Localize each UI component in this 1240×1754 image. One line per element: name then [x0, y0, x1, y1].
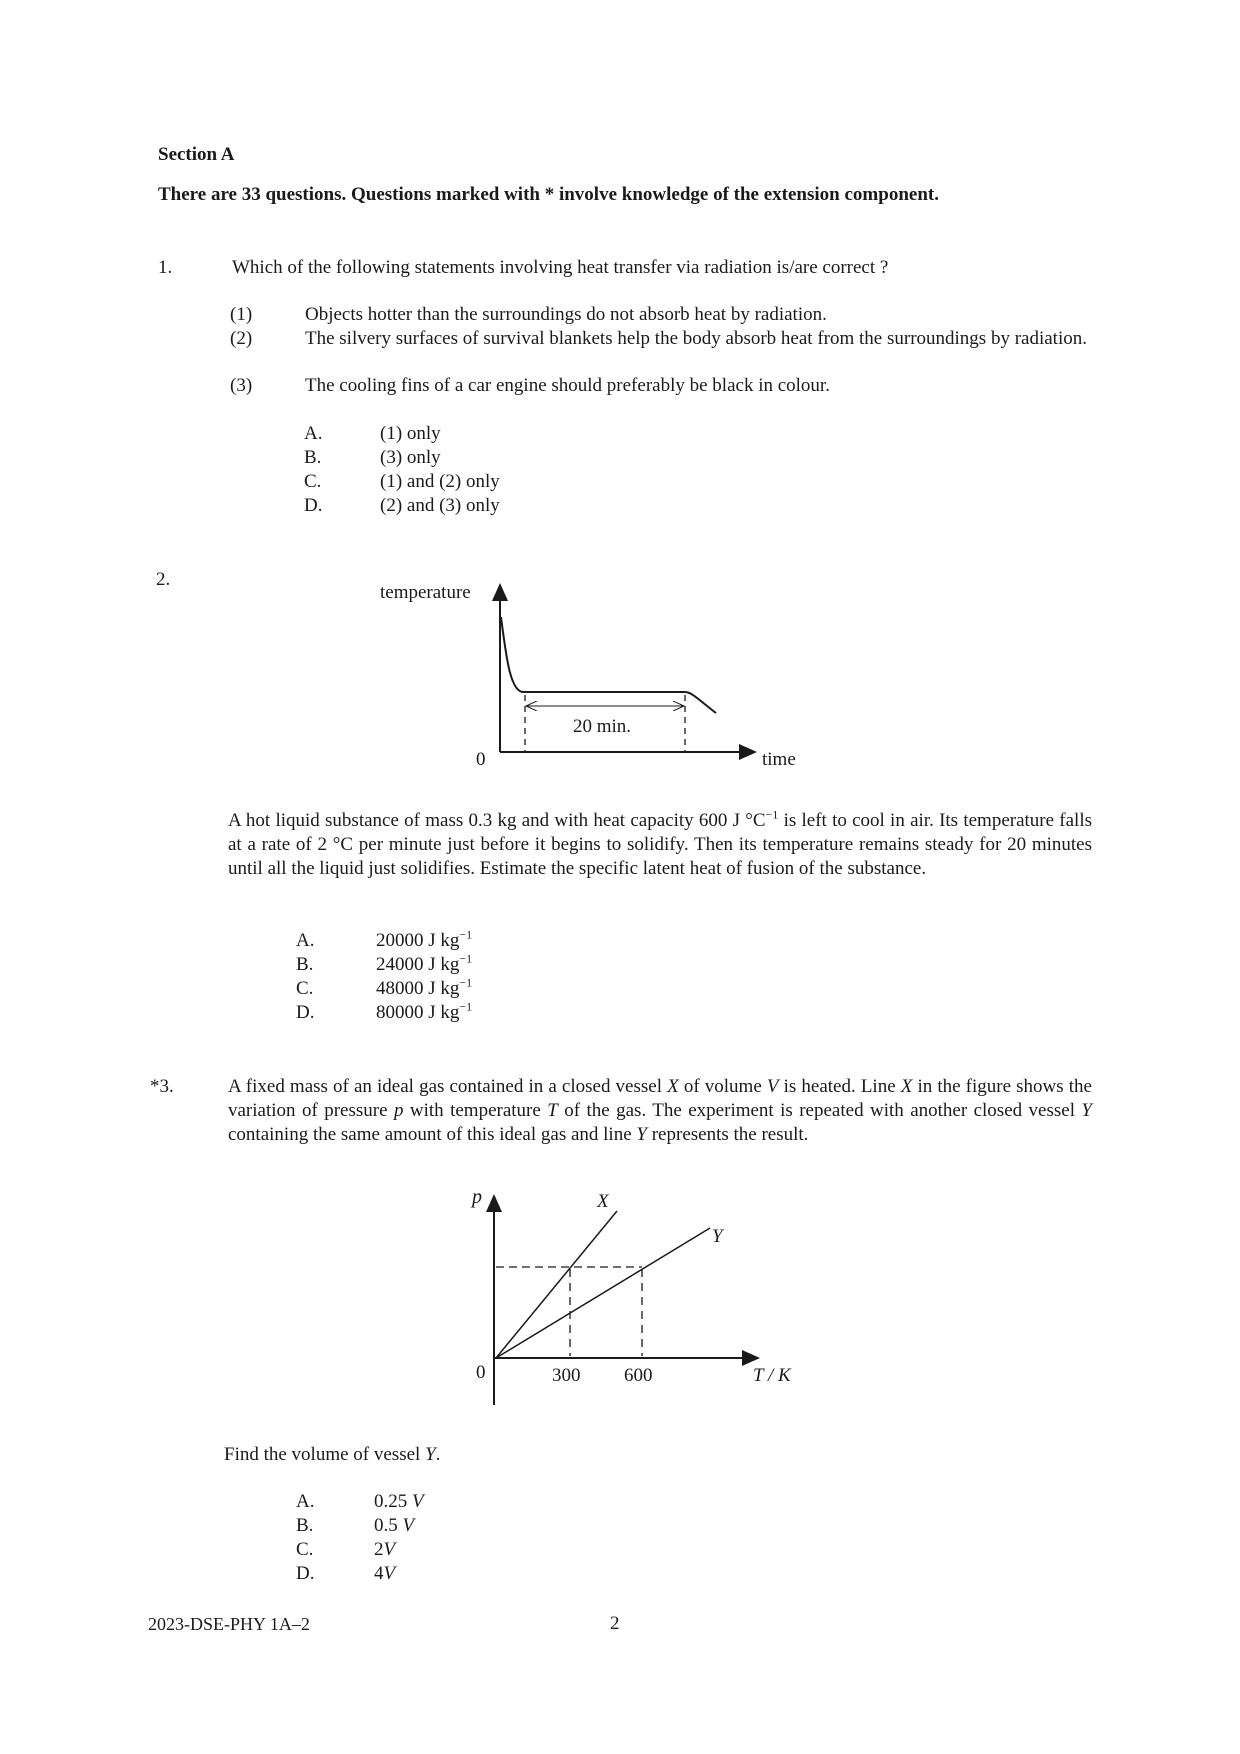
option-c[interactable] [374, 1538, 395, 1562]
interval-label: 20 min. [573, 716, 632, 737]
question-stem [228, 1075, 1092, 1147]
stem-symbol: X [900, 1076, 913, 1097]
option-value: 24000 [376, 954, 424, 975]
superscript: −1 [459, 975, 473, 990]
line-y [496, 1228, 710, 1358]
stem-text: of volume [678, 1076, 767, 1097]
superscript: −1 [459, 999, 473, 1014]
option-unit: V [402, 1515, 415, 1536]
option-letter: B. [304, 447, 322, 468]
page-number: 2 [610, 1613, 620, 1634]
option-b[interactable]: (3) only [380, 447, 441, 468]
option-value: 80000 [376, 1002, 424, 1023]
statement-number: (3) [230, 375, 253, 396]
footer-paper-code: 2023-DSE-PHY 1A–2 [148, 1614, 310, 1634]
stem-symbol: Y [1081, 1100, 1092, 1121]
option-value: 0.5 [374, 1515, 398, 1536]
option-value: 4 [374, 1563, 384, 1584]
superscript: −1 [459, 951, 473, 966]
stem-text: in the figure shows the variation of pressure [228, 1076, 1092, 1121]
statement-text: The cooling fins of a car engine should preferably be black in colour. [305, 375, 830, 396]
stem-text: is heated. Line [778, 1076, 901, 1097]
stem-text: represents the result. [646, 1124, 809, 1145]
option-letter: D. [296, 1563, 315, 1584]
origin-label: 0 [476, 1362, 486, 1383]
option-unit: J kg [428, 1002, 460, 1023]
pressure-temperature-graph [460, 1180, 820, 1410]
stem-symbol: Y [636, 1124, 647, 1145]
stem-text: with temperature [403, 1100, 548, 1121]
option-c[interactable] [376, 977, 472, 1001]
stem-text: of the gas. The experiment is repeated with another closed vessel [557, 1100, 1082, 1121]
option-a[interactable] [376, 929, 472, 953]
option-unit: J kg [428, 930, 460, 951]
statement-number: (2) [230, 328, 253, 349]
question-stem: Which of the following statements involving heat transfer via radiation is/are correct ? [232, 257, 889, 278]
origin-label: 0 [476, 749, 486, 770]
stem-symbol: T [547, 1100, 558, 1121]
y-axis-label: temperature [380, 582, 471, 603]
option-unit: V [412, 1491, 424, 1512]
stem-text: A fixed mass of an ideal gas contained in a closed vessel [228, 1076, 668, 1097]
option-letter: D. [304, 495, 323, 516]
line-x-label: X [597, 1191, 609, 1212]
stem-text: containing the same amount of this ideal gas and line [228, 1124, 637, 1145]
option-value: 0.25 [374, 1491, 408, 1512]
option-letter: C. [296, 1539, 314, 1560]
option-letter: A. [304, 423, 323, 444]
y-axis-label: p [472, 1186, 482, 1208]
option-b[interactable] [376, 953, 472, 977]
question-number: *3. [150, 1076, 174, 1097]
option-c[interactable]: (1) and (2) only [380, 471, 500, 492]
option-d[interactable] [374, 1562, 395, 1586]
option-value: 48000 [376, 978, 424, 999]
line-x [496, 1211, 617, 1358]
option-letter: B. [296, 1515, 314, 1536]
question-number: 1. [158, 257, 173, 278]
question-prompt [224, 1443, 440, 1467]
option-a[interactable] [374, 1490, 424, 1514]
option-unit: J kg [428, 978, 460, 999]
option-value: 20000 [376, 930, 424, 951]
question-stem [228, 809, 1092, 881]
option-letter: C. [304, 471, 322, 492]
cooling-curve [501, 617, 716, 713]
prompt-text: Find the volume of vessel [224, 1444, 426, 1465]
statement-text: The silvery surfaces of survival blankets help the body absorb heat from the surroundings by radiation. [305, 328, 1087, 349]
x-axis-label: T / K [753, 1365, 791, 1386]
line-y-label: Y [712, 1226, 723, 1247]
x-axis-label: time [762, 749, 796, 770]
stem-symbol: V [766, 1076, 779, 1097]
option-b[interactable] [374, 1514, 414, 1538]
x-tick-600: 600 [624, 1365, 653, 1386]
option-letter: C. [296, 978, 314, 999]
option-letter: A. [296, 930, 315, 951]
stem-symbol: p [393, 1100, 404, 1121]
option-letter: B. [296, 954, 314, 975]
option-letter: A. [296, 1491, 315, 1512]
cooling-curve-graph [370, 575, 810, 775]
statement-text: Objects hotter than the surroundings do not absorb heat by radiation. [305, 304, 827, 325]
stem-symbol: X [667, 1076, 679, 1097]
section-intro: There are 33 questions. Questions marked with * involve knowledge of the extension component. [158, 184, 939, 205]
option-d[interactable]: (2) and (3) only [380, 495, 500, 516]
question-number: 2. [156, 569, 171, 590]
option-letter: D. [296, 1002, 315, 1023]
prompt-text: . [435, 1444, 441, 1465]
option-value: 2 [374, 1539, 384, 1560]
statement-number: (1) [230, 304, 253, 325]
superscript: −1 [765, 807, 779, 822]
option-unit: V [383, 1563, 396, 1584]
option-d[interactable] [376, 1001, 472, 1025]
option-a[interactable]: (1) only [380, 423, 441, 444]
x-tick-300: 300 [552, 1365, 581, 1386]
option-unit: J kg [428, 954, 460, 975]
superscript: −1 [459, 927, 473, 942]
section-title: Section A [158, 144, 235, 165]
option-unit: V [383, 1539, 396, 1560]
stem-text: is left to cool in air. Its temperature falls at a rate of 2 °C per minute just before it begins to solidify. Then its temperature remains steady for 20 minutes until all the liquid just solidifies. Estimate the specific latent heat of fusion of the substance. [228, 810, 1093, 879]
prompt-symbol: Y [425, 1444, 436, 1465]
stem-text: A hot liquid substance of mass 0.3 kg and with heat capacity 600 J °C [228, 810, 766, 831]
